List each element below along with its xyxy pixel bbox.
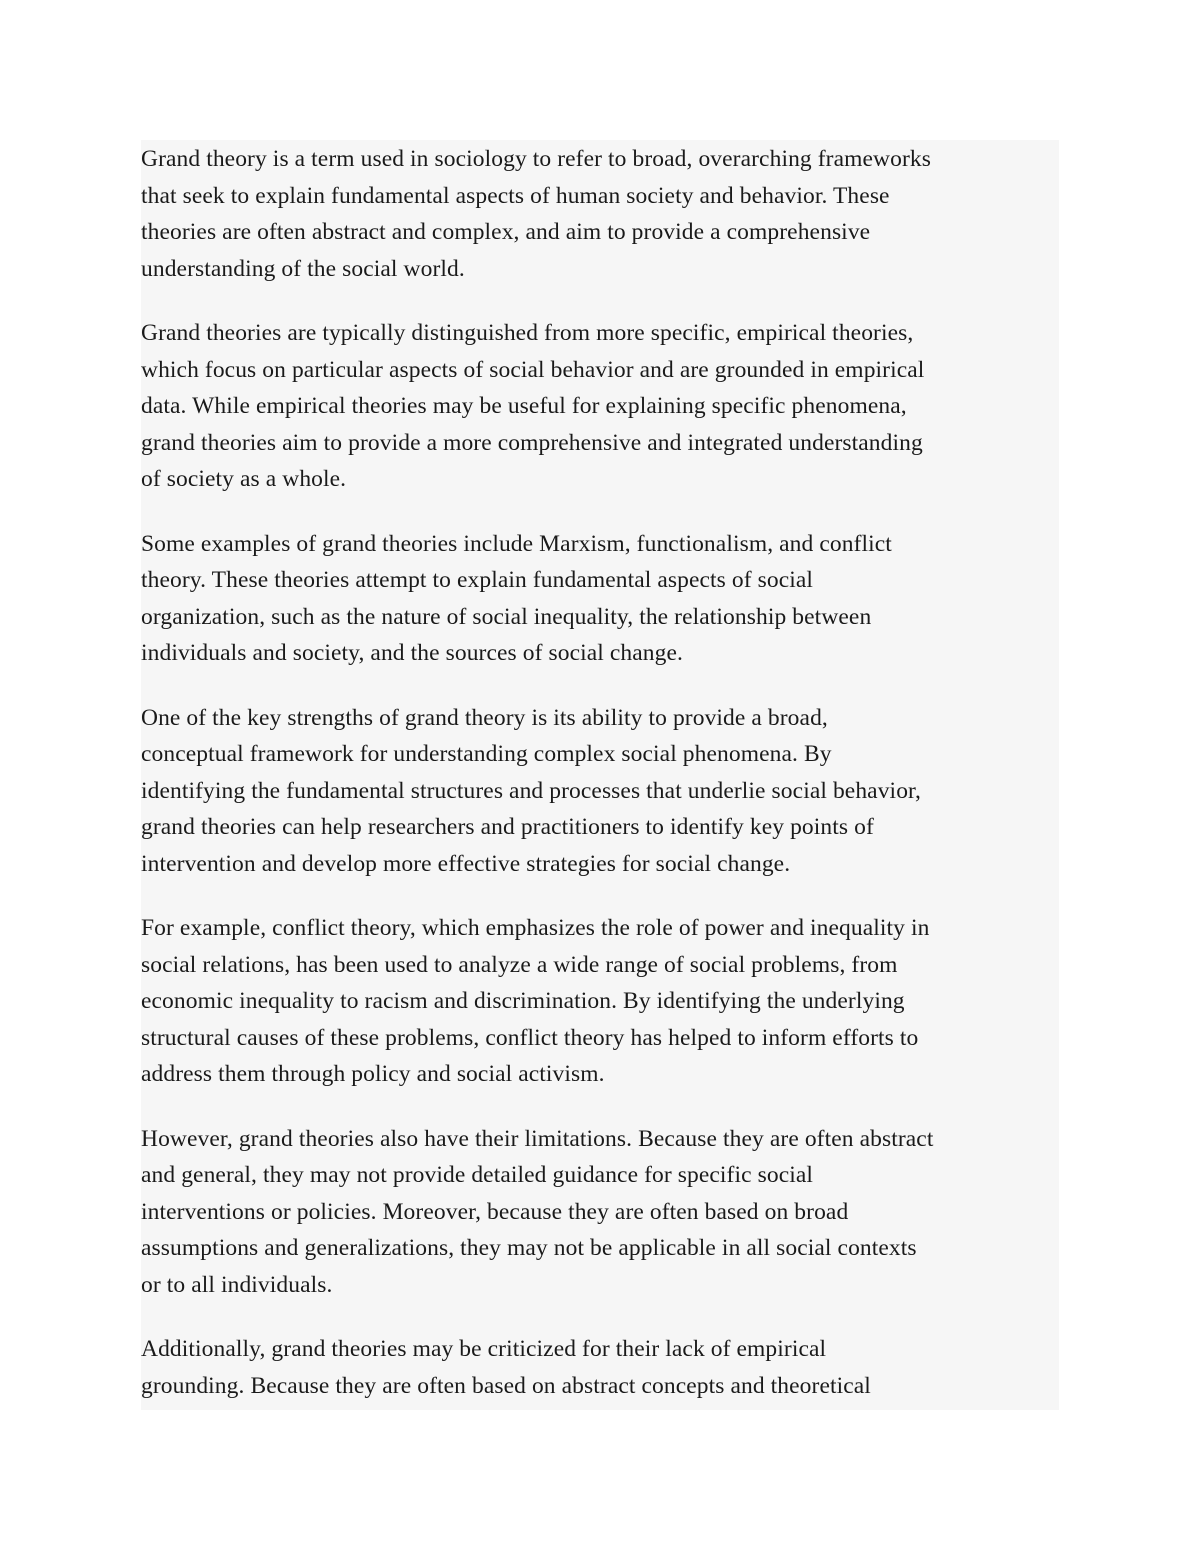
paragraph-2: Grand theories are typically distinguished from more specific, empirical theories, which focus on particular aspects of social behavior and are grounded in empirical data. While empirical theories may be useful for explaining specific phenomena, grand theories aim to provide a more comprehensive and integrated understanding of society as a whole.	[141, 320, 925, 492]
paragraph-4: One of the key strengths of grand theory is its ability to provide a broad, conceptual framework for understanding complex social phenomena. By identifying the fundamental structures and processes that underlie social behavior, grand theories can help researchers and practitioners to identify key points of intervention and develop more effective strategies for social change.	[141, 704, 922, 877]
paragraph-5: For example, conflict theory, which emphasizes the role of power and inequality in social relations, has been used to analyze a wide range of social problems, from economic inequality to racism and discrimination. By identifying the underlying structural causes of these problems, conflict theory has helped to inform efforts to address them through policy and social activism.	[141, 915, 930, 1087]
paragraph-7: Additionally, grand theories may be criticized for their lack of empirical grounding. Because they are often based on abstract concepts and theoretical	[141, 1336, 871, 1399]
paragraph-1: Grand theory is a term used in sociology to refer to broad, overarching frameworks that seek to explain fundamental aspects of human society and behavior. These theories are often abstract and complex, and aim to provide a comprehensive understanding of the social world.	[141, 146, 931, 282]
document-body	[141, 140, 1059, 1410]
paragraph-3: Some examples of grand theories include Marxism, functionalism, and conflict theory. These theories attempt to explain fundamental aspects of social organization, such as the nature of social inequality, the relationship between individuals and society, and the sources of social change.	[141, 530, 892, 666]
paragraph-6: However, grand theories also have their limitations. Because they are often abstract and general, they may not provide detailed guidance for specific social interventions or policies. Moreover, because they are often based on broad assumptions and generalizations, they may not be applicable in all social contexts or to all individuals.	[141, 1125, 934, 1298]
